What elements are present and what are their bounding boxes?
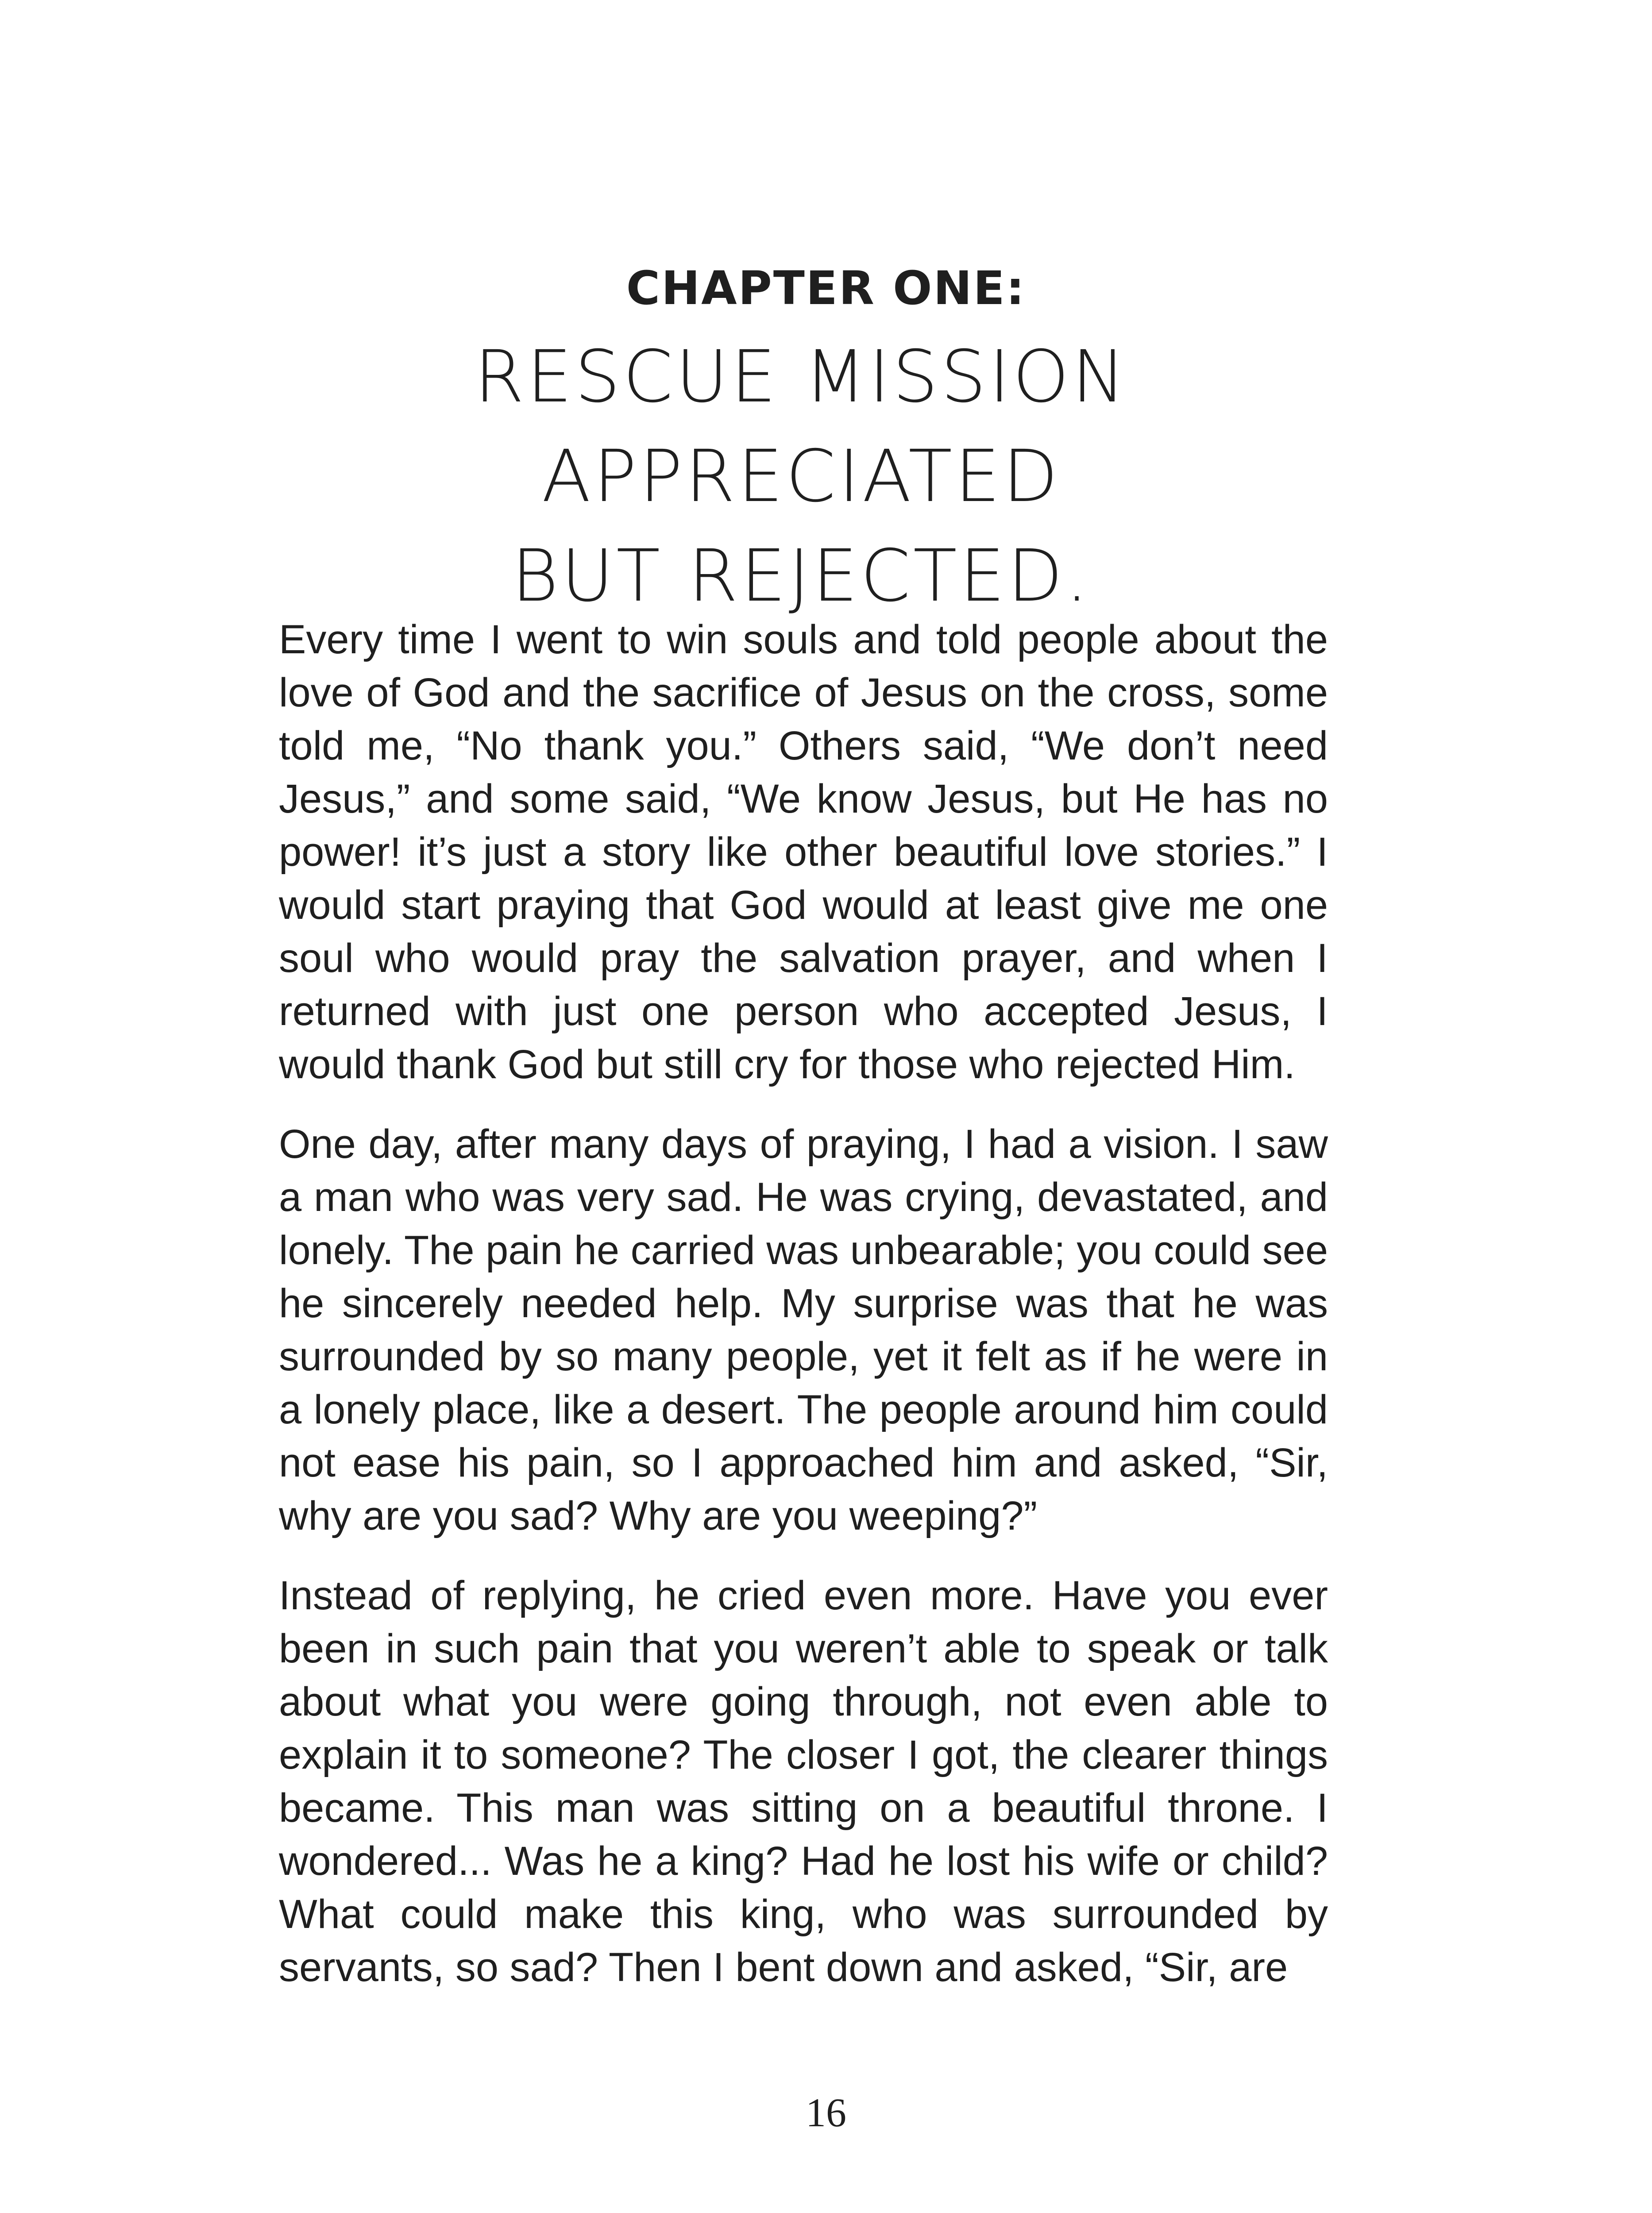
paragraph-2: One day, after many days of praying, I had a vision. I saw a man who was very sad. He was crying, devastated, and lonely. The pain he carried was unbearable; you could see he sincerely needed help. My surprise was that he was surrounded by so many people, yet it felt as if he were in a lonely place, like a desert. The people around him could not ease his pain, so I approached him and asked, “Sir, why are you sad? Why are you weeping?”	[279, 1122, 1328, 1538]
body-text	[279, 613, 1328, 2020]
paragraph-3: Instead of replying, he cried even more. Have you ever been in such pain that you weren’t able to speak or talk about what you were going through, not even able to explain it to someone? The closer I got, the clearer things became. This man was sitting on a beautiful throne. I wondered... Was he a king? Had he lost his wife or child? What could make this king, who was surrounded by servants, so sad? Then I bent down and asked, “Sir, are	[279, 1573, 1328, 1990]
chapter-title	[248, 328, 1355, 626]
chapter-label: CHAPTER ONE:	[626, 261, 1026, 315]
chapter-title-line-2: BUT REJECTED.	[511, 535, 1091, 618]
page-number: 16	[806, 2090, 846, 2135]
chapter-title-line-1: RESCUE MISSION APPRECIATED	[474, 335, 1128, 518]
paragraph-1: Every time I went to win souls and told people about the love of God and the sacrifice of Jesus on the cross, some told me, “No thank you.” Others said, “We don’t need Jesus,” and some said, “We know Jesus, but He has no power! it’s just a story like other beautiful love stories.” I would start praying that God would at least give me one soul who would pray the salvation prayer, and when I returned with just one person who accepted Jesus, I would thank God but still cry for those who rejected Him.	[279, 617, 1328, 1087]
